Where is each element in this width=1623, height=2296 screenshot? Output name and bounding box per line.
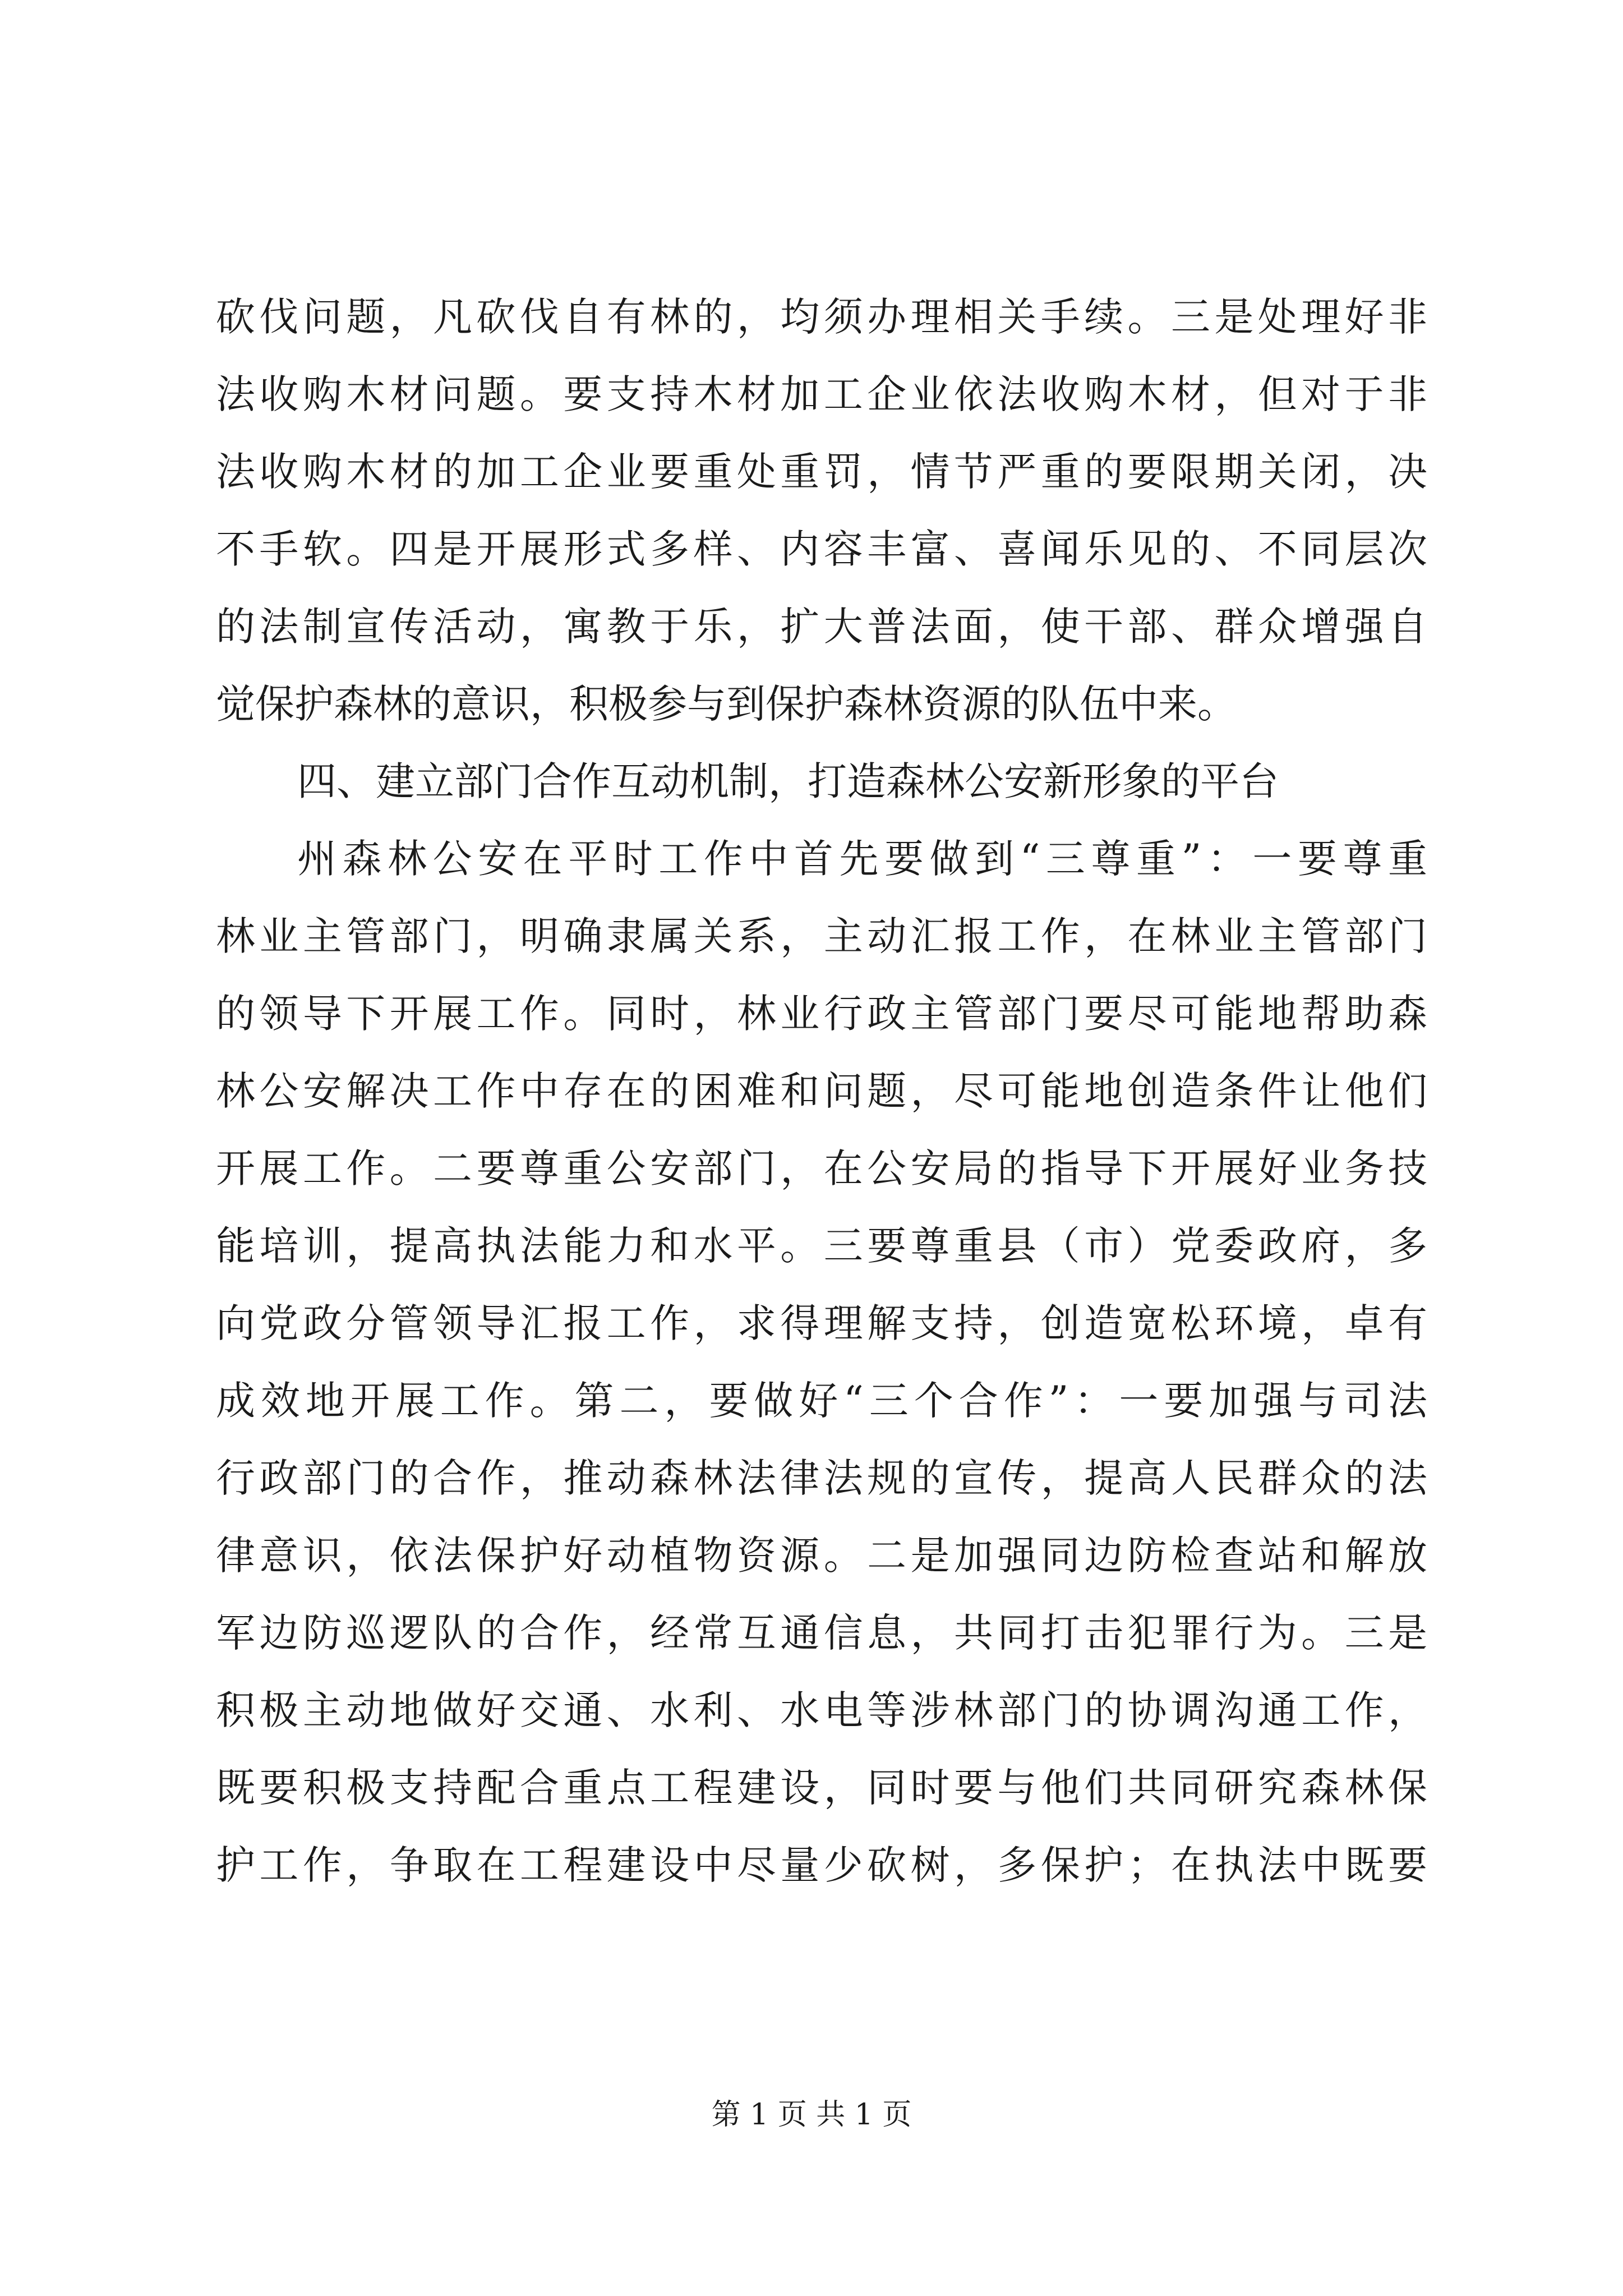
paragraph-1-line-3: 法收购木材的加工企业要重处重罚，情节严重的要限期关闭，决 — [216, 449, 1427, 495]
paragraph-1-line-6: 觉保护森林的意识，积极参与到保护森林资源的队伍中来。 — [216, 681, 1237, 727]
paragraph-2-line-2: 林业主管部门，明确隶属关系，主动汇报工作，在林业主管部门 — [216, 913, 1427, 959]
paragraph-1-line-5: 的法制宣传活动，寓教于乐，扩大普法面，使干部、群众增强自 — [216, 604, 1427, 650]
paragraph-2-line-13: 既要积极支持配合重点工程建设，同时要与他们共同研究森林保 — [216, 1765, 1427, 1811]
paragraph-1-line-4: 不手软。四是开展形式多样、内容丰富、喜闻乐见的、不同层次 — [216, 526, 1427, 572]
paragraph-2-line-9: 行政部门的合作，推动森林法律法规的宣传，提高人民群众的法 — [216, 1455, 1427, 1501]
paragraph-2-line-5: 开展工作。二要尊重公安部门，在公安局的指导下开展好业务技 — [216, 1145, 1427, 1191]
paragraph-2-line-11: 军边防巡逻队的合作，经常互通信息，共同打击犯罪行为。三是 — [216, 1610, 1427, 1656]
paragraph-2-line-7: 向党政分管领导汇报工作，求得理解支持，创造宽松环境，卓有 — [216, 1300, 1427, 1346]
paragraph-2-line-10: 律意识，依法保护好动植物资源。二是加强同边防检查站和解放 — [216, 1533, 1427, 1579]
paragraph-2-line-6: 能培训，提高执法能力和水平。三要尊重县（市）党委政府，多 — [216, 1223, 1427, 1269]
paragraph-2-line-3: 的领导下开展工作。同时，林业行政主管部门要尽可能地帮助森 — [216, 991, 1427, 1037]
paragraph-1-line-1: 砍伐问题，凡砍伐自有林的，均须办理相关手续。三是处理好非 — [216, 294, 1427, 340]
paragraph-2-line-14: 护工作，争取在工程建设中尽量少砍树，多保护；在执法中既要 — [216, 1842, 1427, 1888]
paragraph-2-line-4: 林公安解决工作中存在的困难和问题，尽可能地创造条件让他们 — [216, 1068, 1427, 1114]
section-heading: 四、建立部门合作互动机制，打造森林公安新形象的平台 — [297, 758, 1279, 804]
paragraph-2-line-8: 成效地开展工作。第二，要做好“三个合作”：一要加强与司法 — [216, 1378, 1427, 1424]
page-number-footer: 第 1 页 共 1 页 — [711, 2098, 912, 2132]
paragraph-2-line-1: 州森林公安在平时工作中首先要做到“三尊重”：一要尊重 — [297, 836, 1427, 882]
paragraph-2-line-12: 积极主动地做好交通、水利、水电等涉林部门的协调沟通工作， — [216, 1687, 1427, 1733]
paragraph-1-line-2: 法收购木材问题。要支持木材加工企业依法收购木材，但对于非 — [216, 371, 1427, 417]
